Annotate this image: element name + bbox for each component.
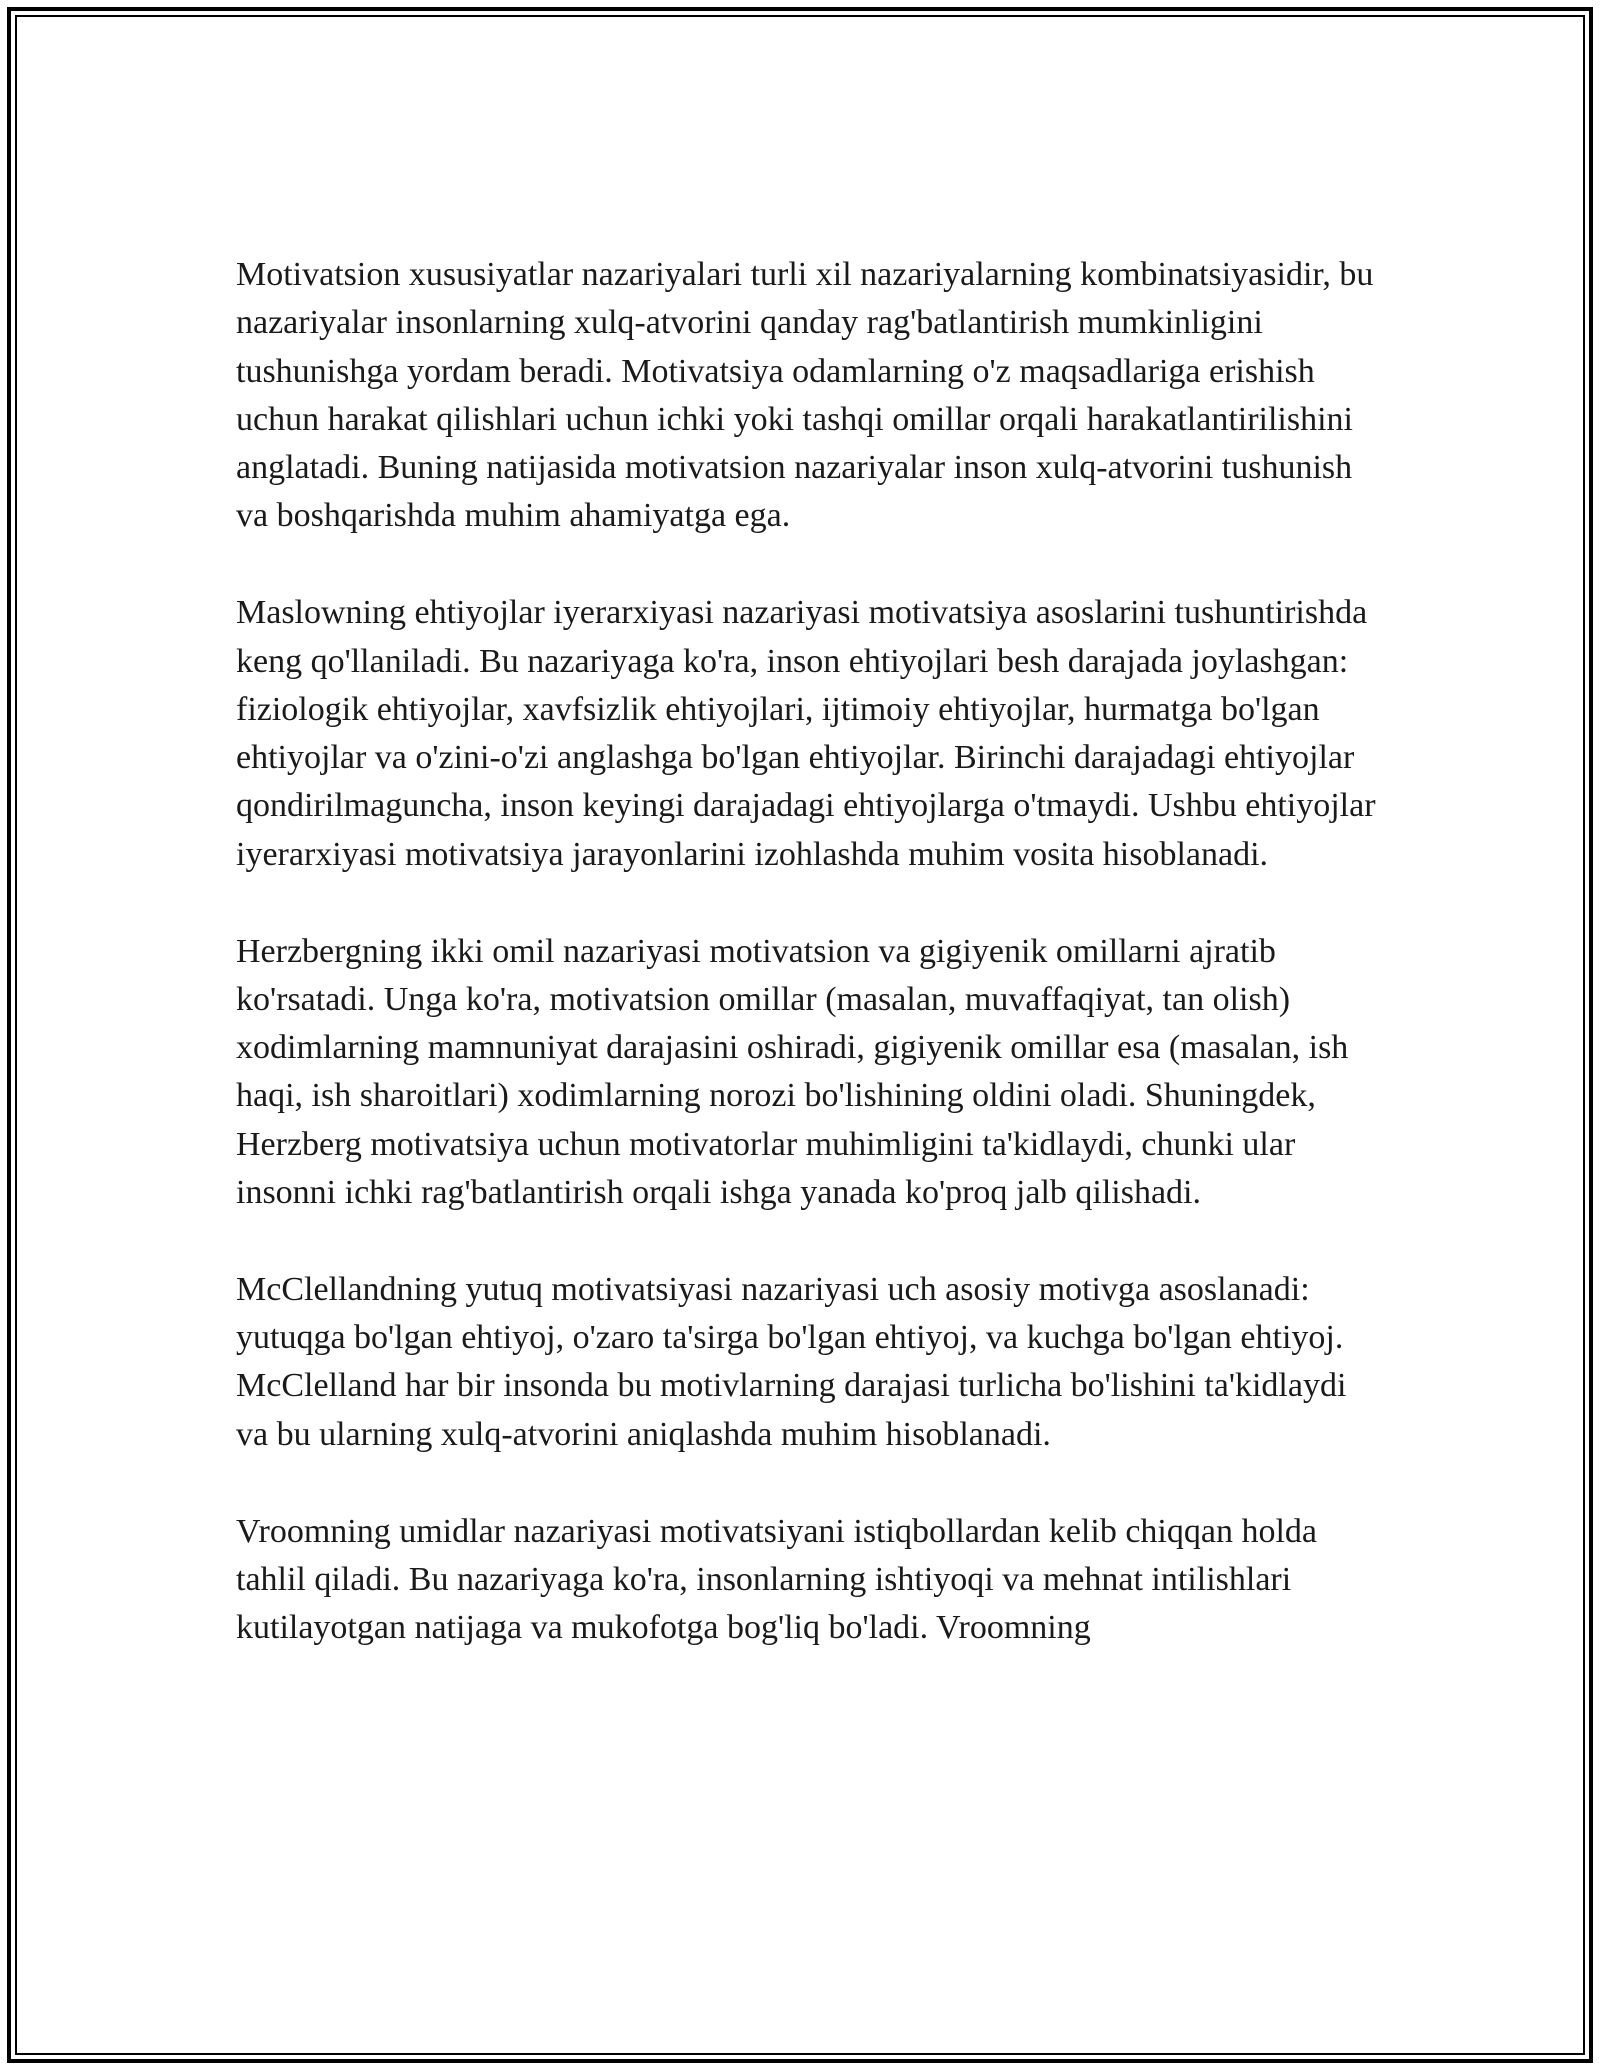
paragraph-maslow: Maslowning ehtiyojlar iyerarxiyasi nazariyasi motivatsiya asoslarini tushuntirishda keng qo'llaniladi. Bu nazariyaga ko'ra, inson ehtiyojlari besh darajada joylashgan: fiziologik ehtiyojlar, xavfsizlik ehtiyojlari, ijtimoiy ehtiyojlar, hurmatga bo'lgan ehtiyojlar va o'zini-o'zi anglashga bo'lgan ehtiyojlar. Birinchi darajadagi ehtiyojlar qondirilmaguncha, inson keyingi darajadagi ehtiyojlarga o'tmaydi. Ushbu ehtiyojlar iyerarxiyasi motivatsiya jarayonlarini izohlashda muhim vosita hisoblanadi. (236, 594, 1376, 873)
paragraph-mcclelland: McClellandning yutuq motivatsiyasi nazariyasi uch asosiy motivga asoslanadi: yutuqga bo'lgan ehtiyoj, o'zaro ta'sirga bo'lgan ehtiyoj, va kuchga bo'lgan ehtiyoj. McClelland har bir insonda bu motivlarning darajasi turlicha bo'lishini ta'kidlaydi va bu ularning xulq-atvorini aniqlashda muhim hisoblanadi. (236, 1270, 1347, 1453)
document-body (236, 251, 1376, 1701)
paragraph-motivation-theories: Motivatsion xususiyatlar nazariyalari turli xil nazariyalarning kombinatsiyasidir, bu nazariyalar insonlarning xulq-atvorini qanday rag'batlantirish mumkinligini tushunishga yordam beradi. Motivatsiya odamlarning o'z maqsadlariga erishish uchun harakat qilishlari uchun ichki yoki tashqi omillar orqali harakatlantirilishini anglatadi. Buning natijasida motivatsion nazariyalar inson xulq-atvorini tushunish va boshqarishda muhim ahamiyatga ega. (236, 256, 1374, 535)
paragraph-herzberg: Herzbergning ikki omil nazariyasi motivatsion va gigiyenik omillarni ajratib ko'rsatadi. Unga ko'ra, motivatsion omillar (masalan, muvaffaqiyat, tan olish) xodimlarning mamnuniyat darajasini oshiradi, gigiyenik omillar esa (masalan, ish haqi, ish sharoitlari) xodimlarning norozi bo'lishining oldini oladi. Shuningdek, Herzberg motivatsiya uchun motivatorlar muhimligini ta'kidlaydi, chunki ular insonni ichki rag'batlantirish orqali ishga yanada ko'proq jalb qilishadi. (236, 932, 1349, 1212)
paragraph-vroom: Vroomning umidlar nazariyasi motivatsiyani istiqbollardan kelib chiqqan holda tahlil qiladi. Bu nazariyaga ko'ra, insonlarning ishtiyoqi va mehnat intilishlari kutilayotgan natijaga va mukofotga bog'liq bo'ladi. Vroomning (236, 1512, 1317, 1647)
